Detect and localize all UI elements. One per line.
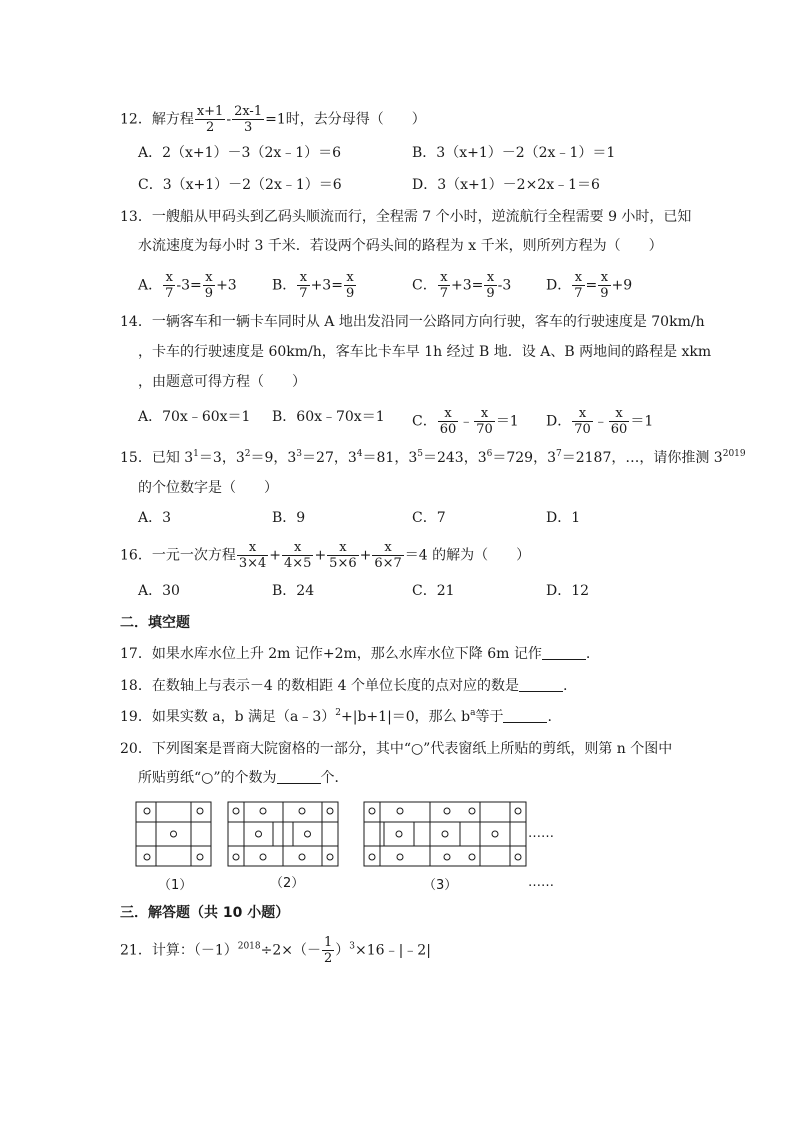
- q13-line-1: 13．一艘船从甲码头到乙码头顺流而行，全程需 7 个小时，逆流航行全程需要 9 小时，已知: [120, 209, 692, 225]
- q16-option-c: C．21: [412, 583, 455, 599]
- q17-blank: [542, 645, 586, 660]
- q13-option-b: B． $\frac{x}{7}$ +3= $\frac{x}{9}$: [272, 270, 355, 301]
- q21: 21．计算：$(-1)^{2018}\div 2\times(-$ $\frac{1}{2}$ ）$^3$×16﹣|﹣2|: [120, 935, 431, 966]
- q18: 18．在数轴上与表示－4 的数相距 4 个单位长度的点对应的数是 .: [120, 678, 568, 694]
- q12-option-c: C．3（x+1）－2（2x﹣1）＝6: [138, 177, 342, 193]
- figure-label-3: （3）: [423, 878, 458, 893]
- q13-line-2: 水流速度为每小时 3 千米．若设两个码头间的路程为 x 千米，则所列方程为（ ）: [138, 238, 663, 254]
- q20-window-pattern-figure: [130, 796, 570, 896]
- q14-option-b: B．60x﹣70x＝1: [272, 409, 385, 425]
- section-solve: 三．解答题（共 10 小题）: [120, 905, 290, 921]
- q15-option-b: B．9: [272, 510, 306, 526]
- q14-line-3: ，由题意可得方程（ ）: [138, 374, 306, 390]
- q13-option-d: D． $\frac{x}{7}$ = $\frac{x}{9}$ +9: [546, 270, 633, 301]
- figure-2: [228, 802, 338, 866]
- q17: 17．如果水库水位上升 2m 记作+2m，那么水库水位下降 6m 记作 .: [120, 646, 591, 662]
- q19-blank: [503, 708, 547, 723]
- q14-option-d: D． $\frac{x}{70}$ ﹣ $\frac{x}{60}$ ＝1: [546, 406, 654, 437]
- q12-option-d: D．3（x+1）－2×2x﹣1＝6: [412, 177, 600, 193]
- q16-option-d: D．12: [546, 583, 590, 599]
- q20-line-1: 20．下列图案是晋商大院窗格的一部分，其中“○”代表窗纸上所贴的剪纸，则第 n 个图中: [120, 741, 673, 757]
- q12-fraction-2: $\frac{2x-1}{3}$: [234, 104, 263, 135]
- q12-stem: 12．解方程 $\frac{x+1}{2}$ - $\frac{2x-1}{3}$ =1时，去分母得（ ）: [120, 104, 426, 135]
- q20-line-2: 所贴剪纸“○”的个数为 个．: [138, 770, 349, 786]
- q15-option-d: D．1: [546, 510, 581, 526]
- q15-line-2: 的个位数字是（ ）: [138, 480, 278, 496]
- q16-option-a: A．30: [138, 583, 180, 599]
- figure-3: [364, 802, 526, 866]
- q14-option-c: C． $\frac{x}{60}$ ﹣ $\frac{x}{70}$ ＝1: [412, 406, 519, 437]
- section-fill-in: 二．填空题: [120, 615, 190, 631]
- figure-label-2: （2）: [270, 876, 305, 891]
- q15-option-c: C．7: [412, 510, 446, 526]
- q14-line-2: ，卡车的行驶速度是 60km/h，客车比卡车早 1h 经过 B 地．设 A、B 两地间的路程是 xkm: [138, 344, 712, 360]
- q19: 19．如果实数 a，b 满足（a﹣3）$^2$+|b+1|＝0，那么 $b^a$等于 .: [120, 708, 552, 725]
- q15-option-a: A．3: [138, 510, 172, 526]
- figure-continuation-dots: ……: [528, 826, 554, 841]
- q12-fraction-1: $\frac{x+1}{2}$: [196, 104, 224, 135]
- q12-number: 12．: [120, 111, 152, 128]
- q20-blank: [277, 769, 321, 784]
- q14-line-1: 14．一辆客车和一辆卡车同时从 A 地出发沿同一公路同方向行驶，客车的行驶速度是 70km/h: [120, 314, 705, 330]
- q16-stem: 16．一元一次方程 $\frac{x}{3\times 4}$ + $\frac{x}{4\times 5}$ + $\frac{x}{5\times 6}$ + $\frac{x}{6\times 7}$ ＝4 的解为（ ）: [120, 540, 531, 571]
- q13-option-c: C． $\frac{x}{7}$ +3= $\frac{x}{9}$ -3: [412, 270, 512, 301]
- q15-line-1: 15．已知 $3^1=3$，$3^2=9$，$3^3=27$，$3^4=81$，$3^5=243$，$3^6=729$，$3^7=2187$，…，请你推测 $3^{2019}$: [120, 449, 746, 466]
- figure-label-1: （1）: [158, 878, 193, 893]
- q16-option-b: B．24: [272, 583, 315, 599]
- q14-option-a: A．70x﹣60x＝1: [138, 409, 251, 425]
- q12-option-a: A．2（x+1）－3（2x﹣1）＝6: [138, 145, 342, 161]
- q18-blank: [519, 677, 563, 692]
- q13-option-a: A． $\frac{x}{7}$ -3= $\frac{x}{9}$ +3: [138, 270, 237, 301]
- figure-1: [136, 802, 211, 866]
- figure-label-dots: ……: [528, 875, 554, 890]
- q12-option-b: B．3（x+1）－2（2x﹣1）＝1: [412, 145, 616, 161]
